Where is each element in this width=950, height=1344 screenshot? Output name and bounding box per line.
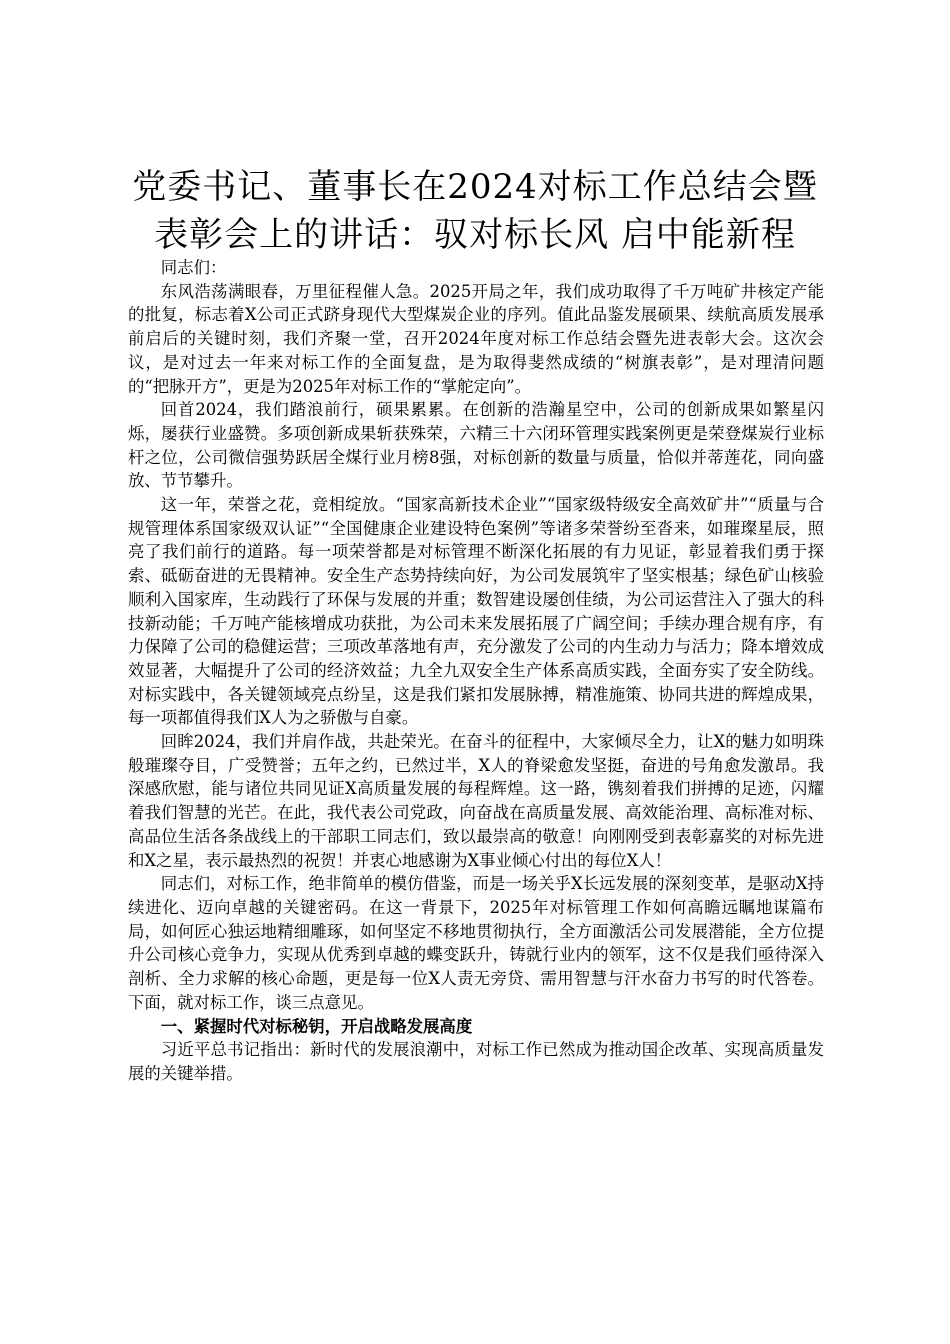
section-heading: 一、紧握时代对标秘钥，开启战略发展高度 bbox=[160, 1016, 473, 1036]
paragraph: 回眸2024，我们并肩作战，共赴荣光。在奋斗的征程中，大家倾尽全力，让X的魅力如明珠般璀璨夺目，广受赞誉；五年之约，已然过半，X人的脊梁愈发坚挺，奋进的号角愈发激昂。我深感欣慰，能与诸位共同见证X高质量发展的每程辉煌。这一路，镌刻着我们拼搏的足迹，闪耀着我们智慧的光芒。在此，我代表公司党政，向奋战在高质量发展、高效能治理、高标准对标、高品位生活各条战线上的干部职工同志们，致以最崇高的敬意！向刚刚受到表彰嘉奖的对标先进和X之星，表示最热烈的祝贺！并衷心地感谢为X事业倾心付出的每位X人！ bbox=[128, 732, 824, 870]
paragraph: 这一年，荣誉之花，竞相绽放。“国家高新技术企业”“国家级特级安全高效矿井”“质量与合规管理体系国家级双认证”“全国健康企业建设特色案例”等诸多荣誉纷至沓来，如璀璨星辰，照亮了我们前行的道路。每一项荣誉都是对标管理不断深化拓展的有力见证，彰显着我们勇于探索、砥砺奋进的无畏精神。安全生产态势持续向好，为公司发展筑牢了坚实根基；绿色矿山核验顺利入国家库，生动践行了环保与发展的并重；数智建设屡创佳绩，为公司运营注入了强大的科技新动能；千万吨产能核增成功获批，为公司未来发展拓展了广阔空间；手续办理合规有序，有力保障了公司的稳健运营；三项改革落地有声，充分激发了公司的内生动力与活力；降本增效成效显著，大幅提升了公司的经济效益；九全九双安全生产体系高质实践，全面夯实了安全防线。对标实践中，各关键领域亮点纷呈，这是我们紧扣发展脉搏，精准施策、协同共进的辉煌成果，每一项都值得我们X人为之骄傲与自豪。 bbox=[128, 495, 824, 728]
title-line-1: 党委书记、董事长在2024对标工作总结会暨 bbox=[132, 167, 818, 207]
salutation: 同志们： bbox=[160, 258, 227, 277]
paragraph: 回首2024，我们踏浪前行，硕果累累。在创新的浩瀚星空中，公司的创新成果如繁星闪烁，屡获行业盛赞。多项创新成果斩获殊荣，六精三十六闭环管理实践案例更是荣登煤炭行业标杆之位，公司微信强势跃居全煤行业月榜8强，对标创新的数量与质量，恰似并蒂莲花，同向盛放、节节攀升。 bbox=[128, 400, 824, 491]
document-body bbox=[128, 256, 824, 1086]
paragraph: 东风浩荡满眼春，万里征程催人急。2025开局之年，我们成功取得了千万吨矿井核定产能的批复，标志着X公司正式跻身现代大型煤炭企业的序列。值此品鉴发展硕果、续航高质发展承前启后的关键时刻，我们齐聚一堂，召开2024年度对标工作总结会暨先进表彰大会。这次会议，是对过去一年来对标工作的全面复盘，是为取得斐然成绩的“树旗表彰”，是对理清问题的“把脉开方”，更是为2025年对标工作的“掌舵定向”。 bbox=[128, 281, 824, 396]
paragraph: 同志们，对标工作，绝非简单的模仿借鉴，而是一场关乎X长远发展的深刻变革，是驱动X持续进化、迈向卓越的关键密码。在这一背景下，2025年对标管理工作如何高瞻远瞩地谋篇布局，如何匠心独运地精细雕琢，如何坚定不移地贯彻执行，全方面激活公司发展潜能，全方位提升公司核心竞争力，实现从优秀到卓越的蝶变跃升，铸就行业内的领军，这不仅是我们亟待深入剖析、全力求解的核心命题，更是每一位X人责无旁贷、需用智慧与汗水奋力书写的时代答卷。下面，就对标工作，谈三点意见。 bbox=[128, 874, 824, 1012]
document-title bbox=[100, 163, 850, 259]
paragraph: 习近平总书记指出：新时代的发展浪潮中，对标工作已然成为推动国企改革、实现高质量发展的关键举措。 bbox=[128, 1040, 824, 1083]
title-line-2: 表彰会上的讲话：驭对标长风 启中能新程 bbox=[154, 215, 796, 255]
